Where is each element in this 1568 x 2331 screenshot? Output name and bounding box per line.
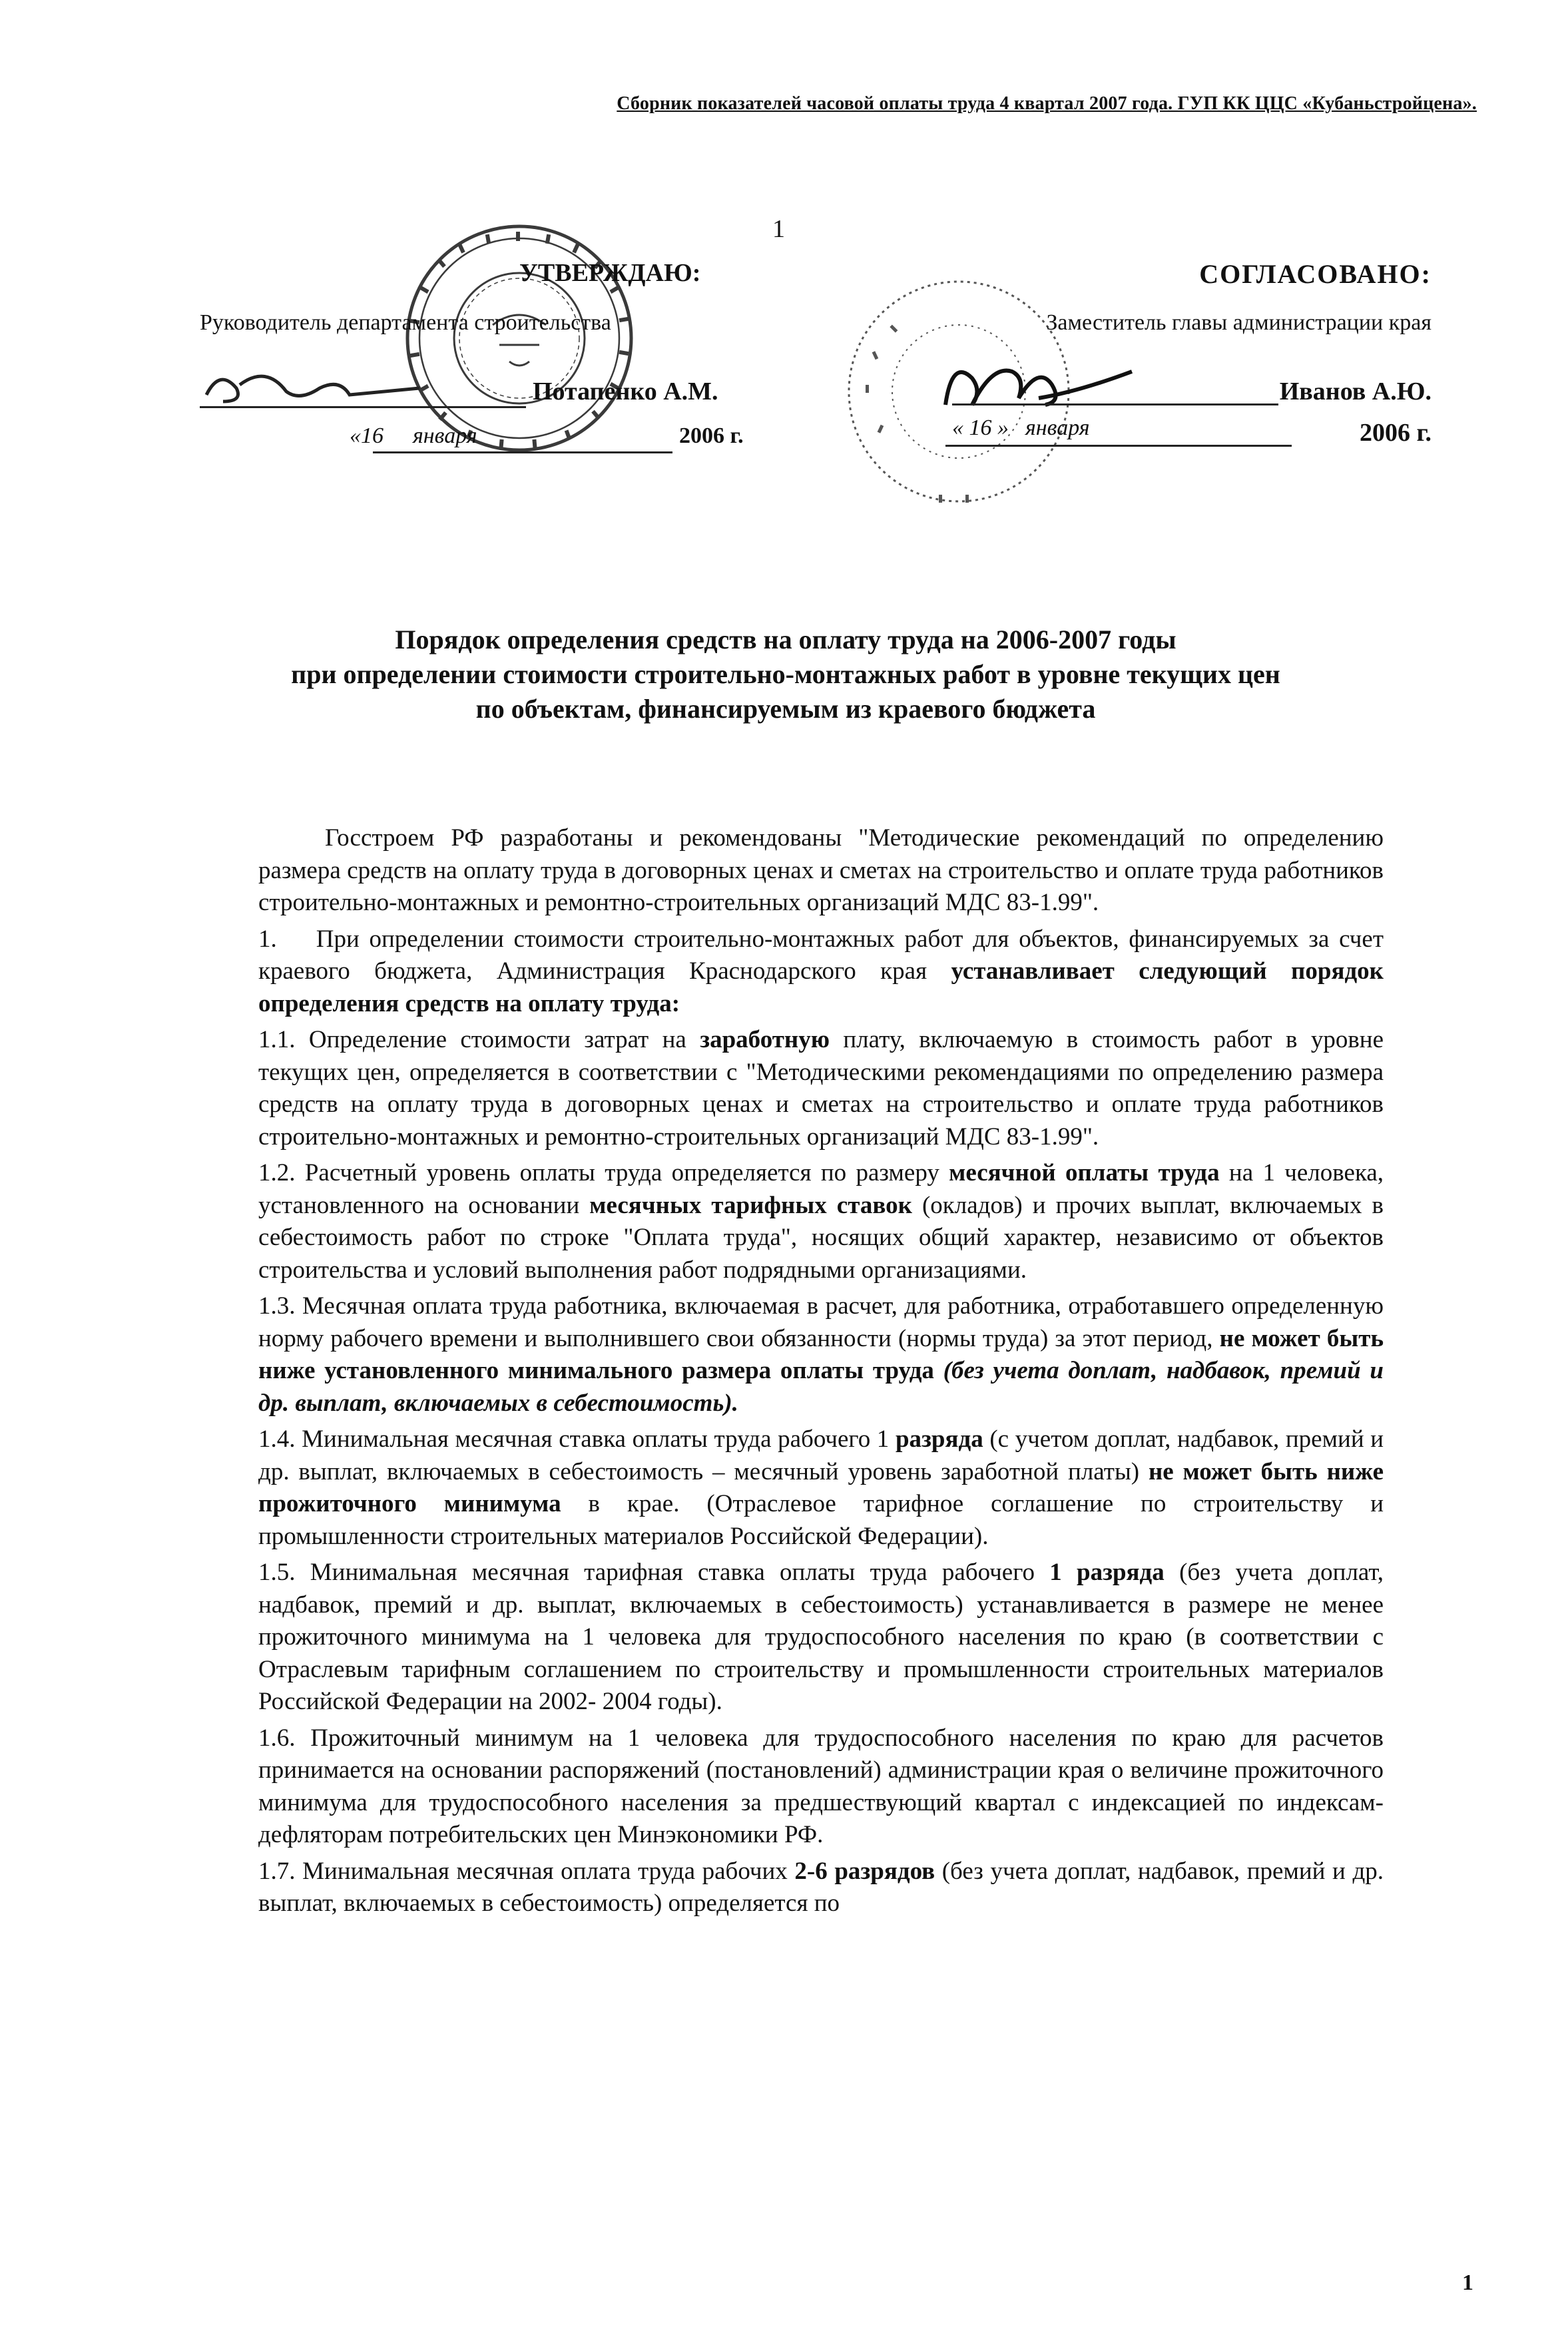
clause-1-6	[258, 1722, 1384, 1852]
collection-header: Сборник показателей часовой оплаты труда 4 квартал 2007 года. ГУП КК ЦЦС «Кубаньстройцена».	[617, 93, 1477, 114]
clause-bold-text: не может быть ниже прожиточного минимума	[258, 1457, 1384, 1517]
clause-bold-text: заработную	[700, 1026, 830, 1053]
clause-number: 1.4.	[258, 1425, 296, 1453]
agreement-block	[832, 258, 1432, 525]
agree-heading: СОГЛАСОВАНО:	[1199, 259, 1432, 289]
page-number-top: 1	[772, 215, 785, 243]
clause-1	[258, 923, 1384, 1021]
clause-number: 1.5.	[258, 1559, 296, 1586]
document-title-line-2: при определении стоимости строительно-монтажных работ в уровне текущих цен	[291, 659, 1280, 689]
clause-text: на 1 человека, установленного на основании	[258, 1159, 1384, 1219]
clause-text: Месячная оплата труда работника, включаемая в расчет, для работника, отработавшего определенную норму рабочего времени и выполнившего свои обязанности (нормы труда) за этот период,	[258, 1292, 1384, 1352]
official-round-stamp-icon	[399, 218, 639, 458]
clause-number: 1.3.	[258, 1292, 296, 1320]
intro-paragraph: Госстроем РФ разработаны и рекомендованы "Методические рекомендаций по определению размера средств на оплату труда в договорных ценах и сметах на строительство и оплате труда работников строительно-монтажных и ремонтно-строительных организаций МДС 83-1.99".	[258, 824, 1384, 916]
clause-bold-text: разряда	[895, 1425, 983, 1453]
clause-text: (без учета доплат, надбавок, премий и др. выплат, включаемых в себестоимость) определяется по	[258, 1857, 1384, 1917]
agreer-name: Иванов А.Ю.	[1279, 378, 1432, 405]
agree-date-year: 2006 г.	[1360, 419, 1432, 447]
document-title-line-1: Порядок определения средств на оплату труда на 2006-2007 годы	[395, 625, 1176, 654]
clause-1-3	[258, 1290, 1384, 1420]
clause-text: Расчетный уровень оплаты труда определяется по размеру	[304, 1159, 939, 1186]
clause-text: (с учетом доплат, надбавок, премий и др. выплат, включаемых в себестоимость – месячный уровень заработной платы)	[258, 1425, 1384, 1485]
clause-text: (без учета доплат, надбавок, премий и др. выплат, включаемых в себестоимость) устанавливается в размере не менее прожиточного минимума на 1 человека для трудоспособного населения по краю (в соответствии с Отраслевым тарифным соглашением по строительству и промышленности строительных материалов Российской Федерации на 2002- 2004 годы).	[258, 1559, 1384, 1715]
clause-1-2	[258, 1157, 1384, 1286]
approve-heading: УТВЕРЖДАЮ:	[519, 259, 701, 287]
clause-bold-text: месячных тарифных ставок	[589, 1191, 912, 1219]
clause-1-1	[258, 1024, 1384, 1153]
clause-text: Минимальная месячная оплата труда рабочих	[302, 1857, 788, 1885]
clause-text: Прожиточный минимум на 1 человека для трудоспособного населения по краю для расчетов принимается на основании распоряжений (постановлений) администрации края о величине прожиточного минимума для трудоспособного населения за предшествующий квартал с индексацией по индексам-дефляторам потребительских цен Минэкономики РФ.	[258, 1724, 1384, 1848]
clause-number: 1.	[258, 925, 277, 953]
clause-text: Определение стоимости затрат на	[308, 1026, 686, 1053]
page-number-bottom: 1	[1462, 2270, 1473, 2295]
approver-name: Потапенко А.М.	[533, 378, 718, 405]
clause-bold-text: 2-6 разрядов	[794, 1857, 935, 1885]
clause-number: 1.1.	[258, 1026, 296, 1053]
clause-number: 1.2.	[258, 1159, 296, 1186]
document-body	[258, 822, 1384, 1920]
approve-date-month: января	[413, 423, 477, 448]
clause-text: Минимальная месячная тарифная ставка оплаты труда рабочего	[310, 1559, 1035, 1586]
clause-1-5	[258, 1557, 1384, 1718]
clause-text: Минимальная месячная ставка оплаты труда рабочего 1	[302, 1425, 890, 1453]
clause-number: 1.7.	[258, 1857, 296, 1885]
agreer-signature-icon	[939, 345, 1139, 425]
document-title-line-3: по объектам, финансируемым из краевого бюджета	[475, 694, 1096, 724]
agree-date-line	[945, 445, 1292, 447]
approve-date-line	[373, 451, 672, 453]
approve-date-day: «16	[350, 423, 384, 448]
approver-signature-icon	[200, 358, 426, 411]
clause-text: При определении стоимости строительно-монтажных работ для объектов, финансируемых за счет краевого бюджета, Администрация Краснодарского края	[258, 925, 1384, 985]
clause-bold-text: месячной оплаты труда	[949, 1159, 1220, 1186]
approve-date-year: 2006 г.	[679, 423, 744, 448]
clause-text: плату, включаемую в стоимость работ в уровне текущих цен, определяется в соответствии с "Методическими рекомендациями по определению размера средств на оплату труда в договорных ценах и сметах на строительство и оплате труда работников строительно-монтажных и ремонтно-строительных организаций МДС 83-1.99".	[258, 1026, 1384, 1151]
document-title	[220, 623, 1352, 726]
agree-date-day: « 16 »	[952, 415, 1009, 440]
clause-text: в крае. (Отраслевое тарифное соглашение по строительству и промышленности строительных материалов Российской Федерации).	[258, 1490, 1384, 1550]
clause-bold-text: 1 разряда	[1049, 1559, 1165, 1586]
agreer-role: Заместитель главы администрации края	[1046, 310, 1432, 335]
clause-italic-text: (без учета доплат, надбавок, премий и др. выплат, включаемых в себестоимость).	[258, 1357, 1384, 1417]
approver-role: Руководитель департамента строительства	[200, 310, 611, 335]
agreer-signature-line	[952, 403, 1278, 405]
approver-signature-line	[200, 406, 526, 408]
clause-1-7	[258, 1856, 1384, 1920]
clause-number: 1.6.	[258, 1724, 296, 1752]
clause-bold-text: устанавливает следующий порядок определения средств на оплату труда:	[258, 957, 1384, 1017]
approval-block	[200, 258, 799, 525]
clause-text: (окладов) и прочих выплат, включаемых в себестоимость работ по строке "Оплата труда", носящих общий характер, независимо от объектов строительства и условий выполнения работ подрядными организациями.	[258, 1191, 1384, 1284]
agree-date-month: января	[1025, 415, 1090, 440]
clause-bold-text: не может быть ниже установленного минимального размера оплаты труда	[258, 1324, 1384, 1384]
clause-1-4	[258, 1424, 1384, 1553]
